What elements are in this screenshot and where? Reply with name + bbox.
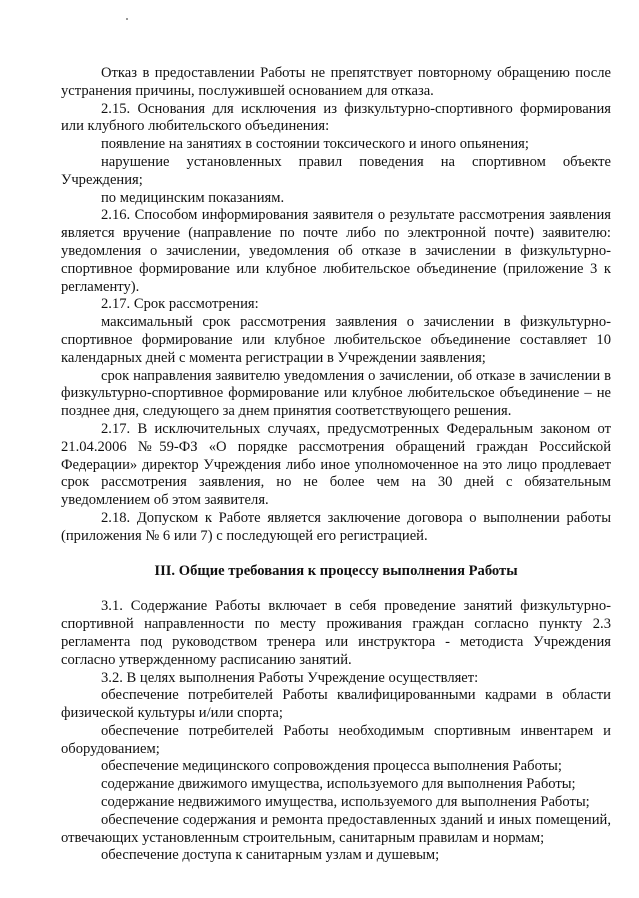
paragraph-2-15: 2.15. Основания для исключения из физкультурно-спортивного формирования или клубного любительского объединения: [61,100,611,135]
paragraph-2-17-title: 2.17. Срок рассмотрения: [101,296,259,313]
paragraph-2-15-item-1: появление на занятиях в состоянии токсического и иного опьянения; [101,136,529,153]
paragraph-3-2: 3.2. В целях выполнения Работы Учреждение осуществляет: [101,669,479,686]
paragraph-3-2-item-3: обеспечение медицинского сопровождения процесса выполнения Работы; [101,758,562,775]
paragraph-3-2-item-6: обеспечение содержания и ремонта предоставленных зданий и иных помещений, отвечающих установленным строительным, санитарным правилам и нормам; [61,811,611,846]
document-page [61,65,611,865]
paragraph-3-2-item-5: содержание недвижимого имущества, используемого для выполнения Работы; [101,794,590,811]
paragraph-2-15-item-2: нарушение установленных правил поведения на спортивном объекте Учреждения; [61,153,611,188]
paragraph-2-15-item-3: по медицинским показаниям. [101,189,285,206]
scan-speck [126,18,128,20]
paragraph-2-17-exceptional: 2.17. В исключительных случаях, предусмотренных Федеральным законом от 21.04.2006 №59-ФЗ «О порядке рассмотрения обращений граждан Российской Федерации» директор Учреждения либо иное уполномоченное на это лицо продлевает срок рассмотрения заявления, но не более чем на 30 дней с обязательным уведомлением об этом заявителя. [61,420,611,509]
paragraph-3-2-item-7: обеспечение доступа к санитарным узлам и душевым; [101,847,440,864]
paragraph-2-17-item-1: максимальный срок рассмотрения заявления о зачислении в физкультурно-спортивное формирование или клубное любительское объединение составляет 10 календарных дней с момента регистрации в Учреждении заявления; [61,314,611,366]
paragraph-3-2-item-2: обеспечение потребителей Работы необходимым спортивным инвентарем и оборудованием; [61,722,611,757]
paragraph-2-18: 2.18. Допуском к Работе является заключение договора о выполнении работы (приложения № 6 или 7) с последующей его регистрацией. [61,509,611,544]
paragraph-3-1: 3.1. Содержание Работы включает в себя проведение занятий физкультурно-спортивной направленности по месту проживания граждан согласно пункту 2.3 регламента под руководством тренера или инструктора - методиста Учреждения согласно утвержденному расписанию занятий. [61,598,611,668]
paragraph-refusal-note: Отказ в предоставлении Работы не препятствует повторному обращению после устранения причины, послужившей основанием для отказа. [61,65,611,99]
paragraph-2-17-item-2: срок направления заявителю уведомления о зачислении, об отказе в зачислении в физкультурно-спортивное формирование или клубное любительское объединение – не позднее дня, следующего за днем принятия соответствующего решения. [61,367,611,420]
paragraph-2-16: 2.16. Способом информирования заявителя о результате рассмотрения заявления является вручение (направление по почте либо по электронной почте) заявителю: уведомления о зачислении, уведомления об отказе в зачислении в физкультурно-спортивное формирование или клубное любительское объединение (приложение 3 к регламенту). [61,207,611,295]
paragraph-3-2-item-1: обеспечение потребителей Работы квалифицированными кадрами в области физической культуры и/или спорта; [61,687,611,722]
section-heading: III. Общие требования к процессу выполнения Работы [154,562,518,579]
paragraph-3-2-item-4: содержание движимого имущества, используемого для выполнения Работы; [101,776,576,793]
